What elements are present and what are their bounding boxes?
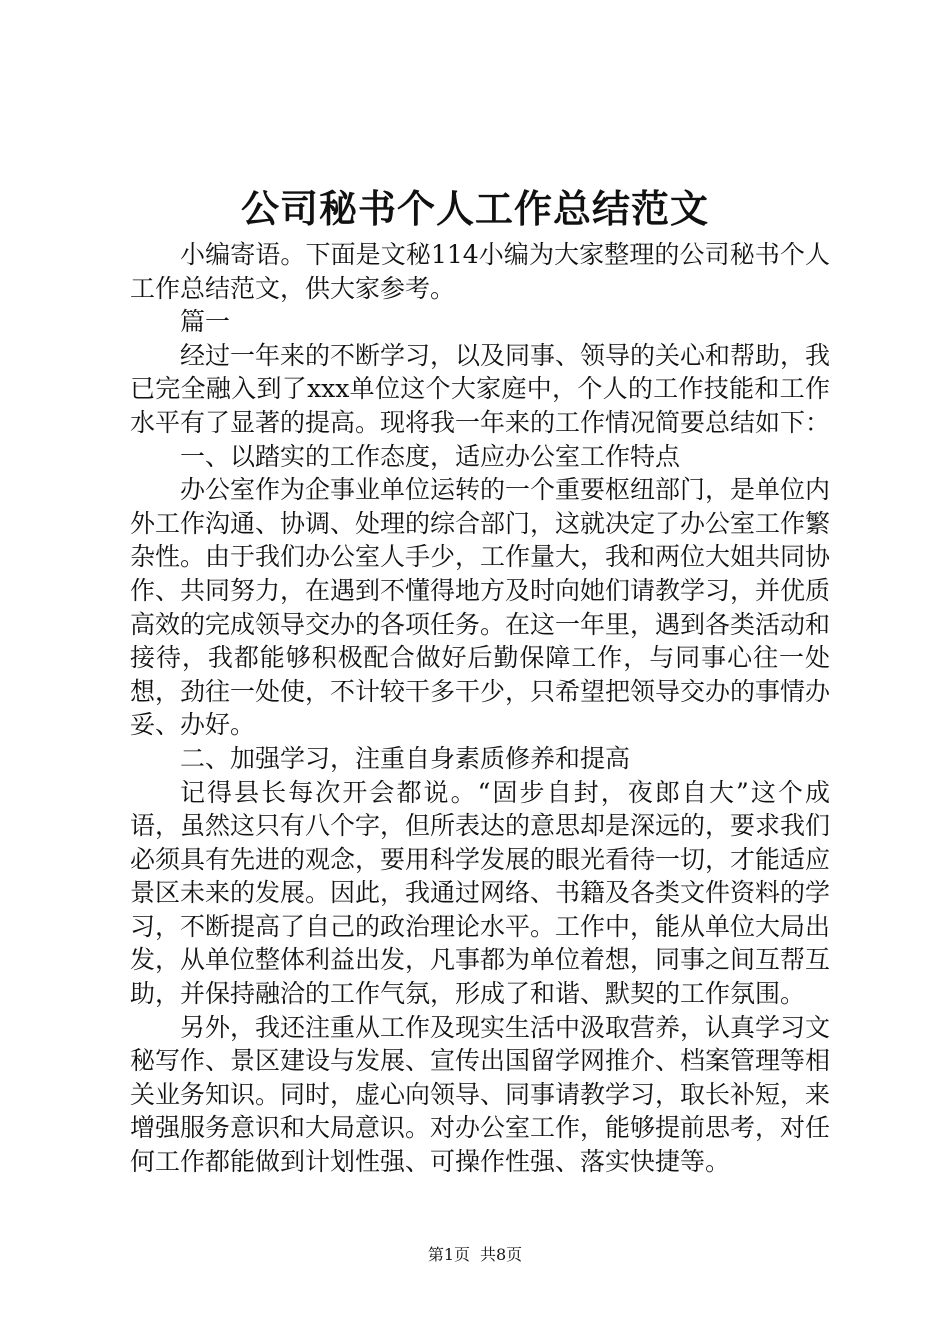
page-number: 第1页 xyxy=(427,1245,470,1264)
page-footer xyxy=(0,1244,950,1266)
section-label: 篇一 xyxy=(180,307,231,337)
document-body xyxy=(130,238,830,1179)
document-title: 公司秘书个人工作总结范文 xyxy=(240,186,709,231)
section-heading: 一、以踏实的工作态度，适应办公室工作特点 xyxy=(180,441,681,471)
page-total: 共8页 xyxy=(480,1245,523,1264)
body-paragraph: 经过一年来的不断学习，以及同事、领导的关心和帮助，我已完全融入到了xxx单位这个大家庭中，个人的工作技能和工作水平有了显著的提高。现将我一年来的工作情况简要总结如下： xyxy=(130,340,831,437)
body-paragraph: 记得县长每次开会都说。“固步自封，夜郎自大”这个成语，虽然这只有八个字，但所表达的意思却是深远的，要求我们必须具有先进的观念，要用科学发展的眼光看待一切，才能适应景区未来的发展。因此，我通过网络、书籍及各类文件资料的学习，不断提高了自己的政治理论水平。工作中，能从单位大局出发，从单位整体利益出发，凡事都为单位着想，同事之间互帮互助，并保持融洽的工作气氛，形成了和谐、默契的工作氛围。 xyxy=(130,777,831,1009)
body-paragraph: 办公室作为企事业单位运转的一个重要枢纽部门，是单位内外工作沟通、协调、处理的综合部门，这就决定了办公室工作繁杂性。由于我们办公室人手少，工作量大，我和两位大姐共同协作、共同努力，在遇到不懂得地方及时向她们请教学习，并优质高效的完成领导交办的各项任务。在这一年里，遇到各类活动和接待，我都能够积极配合做好后勤保障工作，与同事心往一处想，劲往一处使，不计较干多干少，只希望把领导交办的事情办妥、办好。 xyxy=(130,475,831,740)
intro-paragraph: 小编寄语。下面是文秘114小编为大家整理的公司秘书个人工作总结范文，供大家参考。 xyxy=(130,240,830,303)
body-paragraph: 另外，我还注重从工作及现实生活中汲取营养，认真学习文秘写作、景区建设与发展、宣传出国留学网推介、档案管理等相关业务知识。同时，虚心向领导、同事请教学习，取长补短，来增强服务意识和大局意识。对办公室工作，能够提前思考，对任何工作都能做到计划性强、可操作性强、落实快捷等。 xyxy=(130,1012,831,1177)
section-heading: 二、加强学习，注重自身素质修养和提高 xyxy=(180,743,631,773)
